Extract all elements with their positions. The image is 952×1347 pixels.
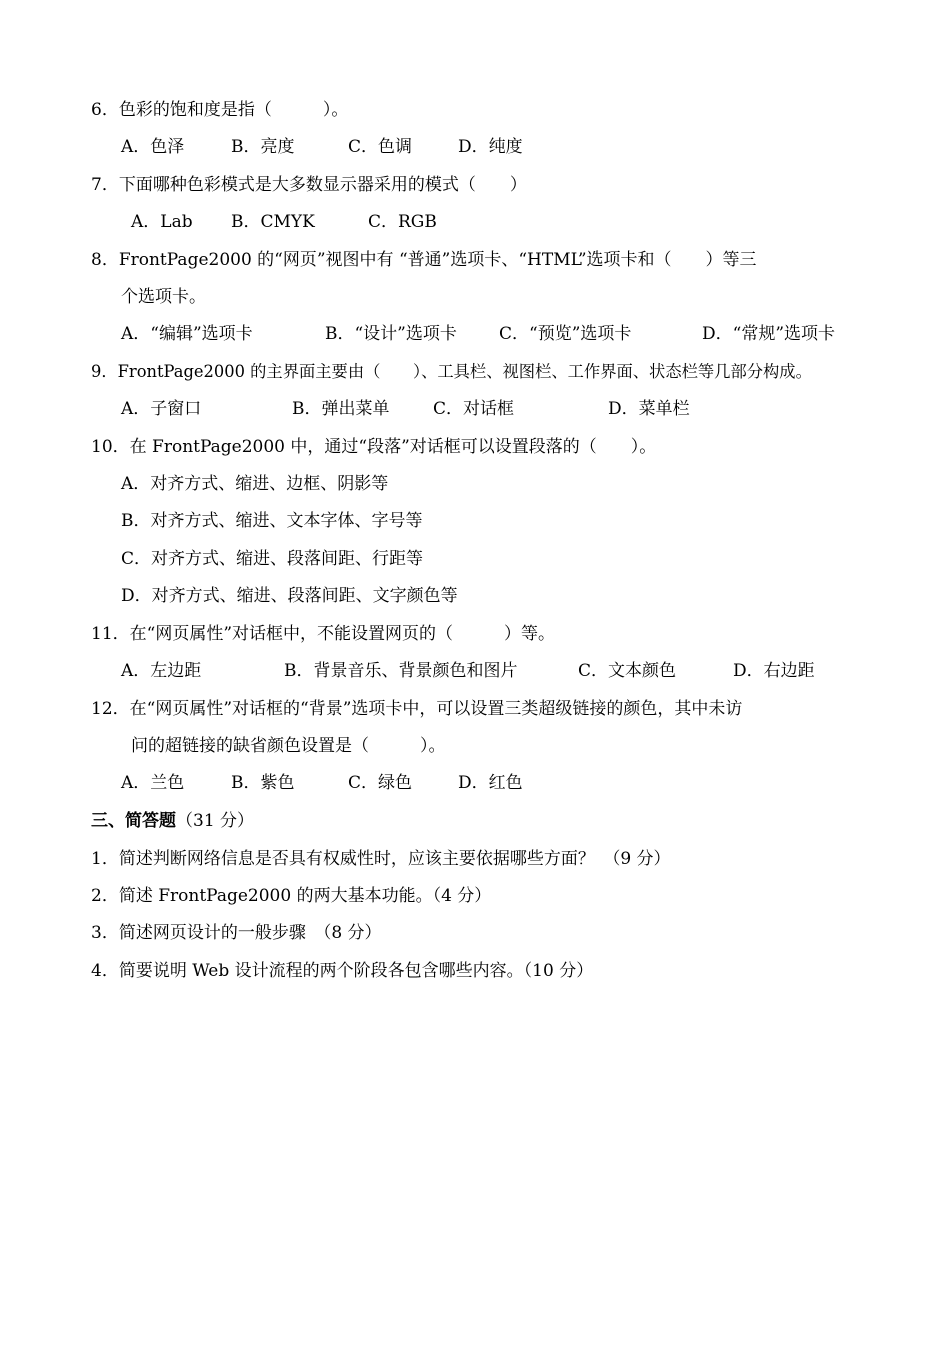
question-9-option-d: D．菜单栏: [608, 399, 690, 419]
question-8-stem-line1: 8．FrontPage2000 的“网页”视图中有 “普通”选项卡、“HTML”选项卡和（ ）等三: [91, 250, 757, 270]
question-12-stem-line2: 问的超链接的缺省颜色设置是（ ）。: [131, 736, 446, 756]
short-answer-1: 1．简述判断网络信息是否具有权威性时，应该主要依据哪些方面？ （9 分）: [91, 849, 671, 869]
question-6-option-b: B．亮度: [231, 137, 295, 157]
question-8-option-d: D．“常规”选项卡: [702, 324, 836, 344]
short-answer-4: 4．简要说明 Web 设计流程的两个阶段各包含哪些内容。（10 分）: [91, 961, 594, 981]
question-7-option-b: B．CMYK: [231, 212, 315, 232]
question-11-option-a: A．左边距: [121, 661, 202, 681]
question-8-option-c: C．“预览”选项卡: [499, 324, 632, 344]
section-3-heading: [91, 810, 254, 832]
question-12-option-b: B．紫色: [231, 773, 295, 793]
question-9-option-a: A．子窗口: [121, 399, 202, 419]
question-9-option-b: B．弹出菜单: [292, 399, 390, 419]
question-11-option-c: C．文本颜色: [578, 661, 677, 681]
question-7-stem: 7．下面哪种色彩模式是大多数显示器采用的模式（ ）: [91, 175, 527, 195]
question-10-option-b: B．对齐方式、缩进、文本字体、字号等: [121, 511, 423, 531]
section-3-score: （31 分）: [176, 811, 255, 831]
question-8-option-a: A．“编辑”选项卡: [121, 324, 253, 344]
question-12-option-c: C．绿色: [348, 773, 413, 793]
question-7-option-a: A．Lab: [131, 212, 193, 232]
question-11-option-d: D．右边距: [733, 661, 815, 681]
question-10-option-a: A．对齐方式、缩进、边框、阴影等: [121, 474, 389, 494]
short-answer-3: 3．简述网页设计的一般步骤 （8 分）: [91, 923, 382, 943]
question-6-stem: 6．色彩的饱和度是指（ ）。: [91, 100, 349, 120]
question-11-option-b: B．背景音乐、背景颜色和图片: [284, 661, 518, 681]
question-6-option-a: A．色泽: [121, 137, 185, 157]
question-11-stem: 11．在“网页属性”对话框中，不能设置网页的（ ）等。: [91, 624, 556, 644]
question-10-stem: 10．在 FrontPage2000 中，通过“段落”对话框可以设置段落的（ ）。: [91, 437, 657, 457]
question-7-option-c: C．RGB: [368, 212, 437, 232]
short-answer-2: 2．简述 FrontPage2000 的两大基本功能。（4 分）: [91, 886, 492, 906]
question-12-option-a: A．兰色: [121, 773, 185, 793]
question-12-stem-line1: 12．在“网页属性”对话框的“背景”选项卡中，可以设置三类超级链接的颜色，其中未访: [91, 699, 743, 719]
question-6-option-d: D．纯度: [458, 137, 523, 157]
question-12-option-d: D．红色: [458, 773, 523, 793]
question-9-option-c: C．对话框: [433, 399, 515, 419]
question-10-option-d: D．对齐方式、缩进、段落间距、文字颜色等: [121, 586, 458, 606]
question-8-option-b: B．“设计”选项卡: [325, 324, 457, 344]
section-3-title: 三、简答题: [91, 811, 176, 831]
question-6-option-c: C．色调: [348, 137, 413, 157]
question-9-stem: 9．FrontPage2000 的主界面主要由（ ）、工具栏、视图栏、工作界面、状态栏等几部分构成。: [91, 362, 812, 381]
question-8-stem-line2: 个选项卡。: [121, 287, 206, 307]
question-10-option-c: C．对齐方式、缩进、段落间距、行距等: [121, 549, 424, 569]
